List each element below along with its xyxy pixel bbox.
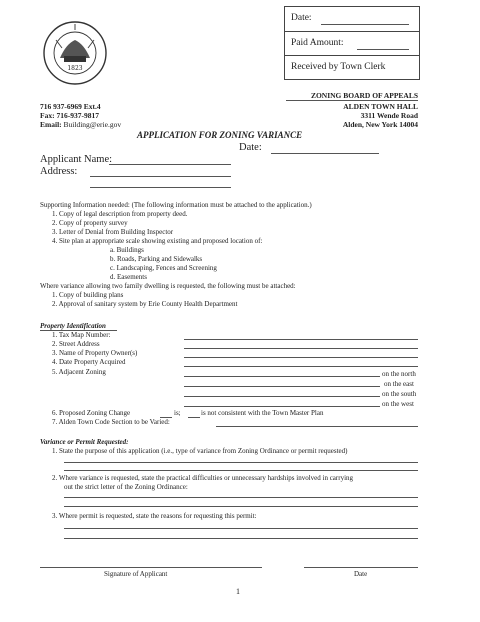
contact-email-label: Email: (40, 120, 62, 129)
signature-field[interactable] (40, 567, 262, 568)
q1-answer-line[interactable] (64, 462, 418, 463)
address-field-2[interactable] (90, 187, 231, 188)
owner-field[interactable] (184, 357, 418, 358)
direction-label: on the west (382, 400, 414, 408)
property-heading: Property Identification (40, 322, 106, 330)
property-item-7: 7. Alden Town Code Section to be Varied: (52, 418, 170, 426)
box-amount-field[interactable] (357, 49, 409, 50)
address-label: Address: (40, 166, 78, 177)
applicant-label: Applicant Name: (40, 154, 113, 165)
q3-answer-line[interactable] (64, 538, 418, 539)
supporting-intro: Supporting Information needed: (The following information must be attached to the application.) (40, 201, 312, 209)
tax-map-field[interactable] (184, 339, 418, 340)
supporting-item: 3. Letter of Denial from Building Inspector (52, 228, 174, 236)
date-acquired-field[interactable] (184, 366, 418, 367)
board-name: ZONING BOARD OF APPEALS (310, 91, 418, 100)
board-hall: ALDEN TOWN HALL (343, 102, 418, 111)
variance-heading: Variance or Permit Requested: (40, 438, 129, 446)
zoning-east-field[interactable] (184, 386, 380, 387)
q2-answer-line[interactable] (64, 506, 418, 507)
supporting-item: 2. Copy of property survey (52, 219, 128, 227)
variance-q3: 3. Where permit is requested, state the reasons for requesting this permit: (52, 512, 257, 520)
signature-label: Signature of Applicant (104, 570, 168, 578)
property-item: 2. Street Address (52, 340, 100, 348)
zoning-north-field[interactable] (184, 376, 380, 377)
q1-answer-line[interactable] (64, 470, 418, 471)
street-address-field[interactable] (184, 348, 418, 349)
direction-label: on the north (382, 370, 416, 378)
property-item-6c: is not consistent with the Town Master Plan (201, 409, 324, 417)
zoning-change-isnot-field[interactable] (188, 417, 200, 418)
board-street: 3311 Wende Road (360, 111, 418, 120)
variance-q1: 1. State the purpose of this application (i.e., type of variance from Zoning Ordinance or permit requested) (52, 447, 348, 455)
direction-label: on the east (384, 380, 414, 388)
q3-answer-line[interactable] (64, 528, 418, 529)
supporting-subitem: a. Buildings (110, 246, 144, 254)
board-city: Alden, New York 14004 (342, 120, 418, 129)
page-number: 1 (236, 587, 240, 596)
property-item-6b: is; (174, 409, 181, 417)
supporting-subitem: b. Roads, Parking and Sidewalks (110, 255, 203, 263)
address-field-1[interactable] (90, 176, 231, 177)
property-item: 4. Date Property Acquired (52, 358, 126, 366)
variance-q2: 2. Where variance is requested, state the practical difficulties or unnecessary hardships involved in carrying (52, 474, 354, 482)
office-use-box (284, 6, 420, 80)
direction-label: on the south (382, 390, 417, 398)
supporting-item: 4. Site plan at appropriate scale showing existing and proposed location of: (52, 237, 263, 245)
seal-year: 1823 (67, 65, 83, 72)
signature-date-field[interactable] (304, 567, 418, 568)
form-date-field[interactable] (271, 153, 379, 154)
supporting-item: 1. Copy of legal description from property deed. (52, 210, 188, 218)
applicant-field[interactable] (109, 164, 231, 165)
zoning-west-field[interactable] (184, 406, 380, 407)
contact-email[interactable]: Building@erie.gov (63, 120, 122, 129)
contact-phone: 716 937-6969 Ext.4 (40, 102, 101, 111)
box-received-label: Received by Town Clerk (291, 62, 386, 72)
town-seal-icon (42, 20, 108, 86)
code-section-field[interactable] (216, 426, 418, 427)
supporting-subitem: c. Landscaping, Fences and Screening (110, 264, 217, 272)
property-item-6a: 6. Proposed Zoning Change (52, 409, 131, 417)
box-date-field[interactable] (321, 24, 409, 25)
form-title: APPLICATION FOR ZONING VARIANCE (137, 130, 303, 140)
q2-answer-line[interactable] (64, 497, 418, 498)
box-amount-label: Paid Amount: (291, 38, 344, 48)
signature-date-label: Date (354, 570, 368, 578)
two-family-intro: Where variance allowing two family dwelling is requested, the following must be attached: (40, 282, 296, 290)
property-item: 3. Name of Property Owner(s) (52, 349, 138, 357)
box-date-label: Date: (291, 13, 312, 23)
contact-fax: Fax: 716-937-9817 (40, 111, 99, 120)
form-date-label: Date: (239, 142, 262, 153)
variance-q2-cont: out the strict letter of the Zoning Ordinance: (64, 483, 188, 491)
supporting-subitem: d. Easements (110, 273, 147, 281)
property-item: 1. Tax Map Number: (52, 331, 111, 339)
two-family-item: 2. Approval of sanitary system by Erie County Health Department (52, 300, 238, 308)
property-item: 5. Adjacent Zoning (52, 368, 106, 376)
two-family-item: 1. Copy of building plans (52, 291, 124, 299)
zoning-south-field[interactable] (184, 396, 380, 397)
